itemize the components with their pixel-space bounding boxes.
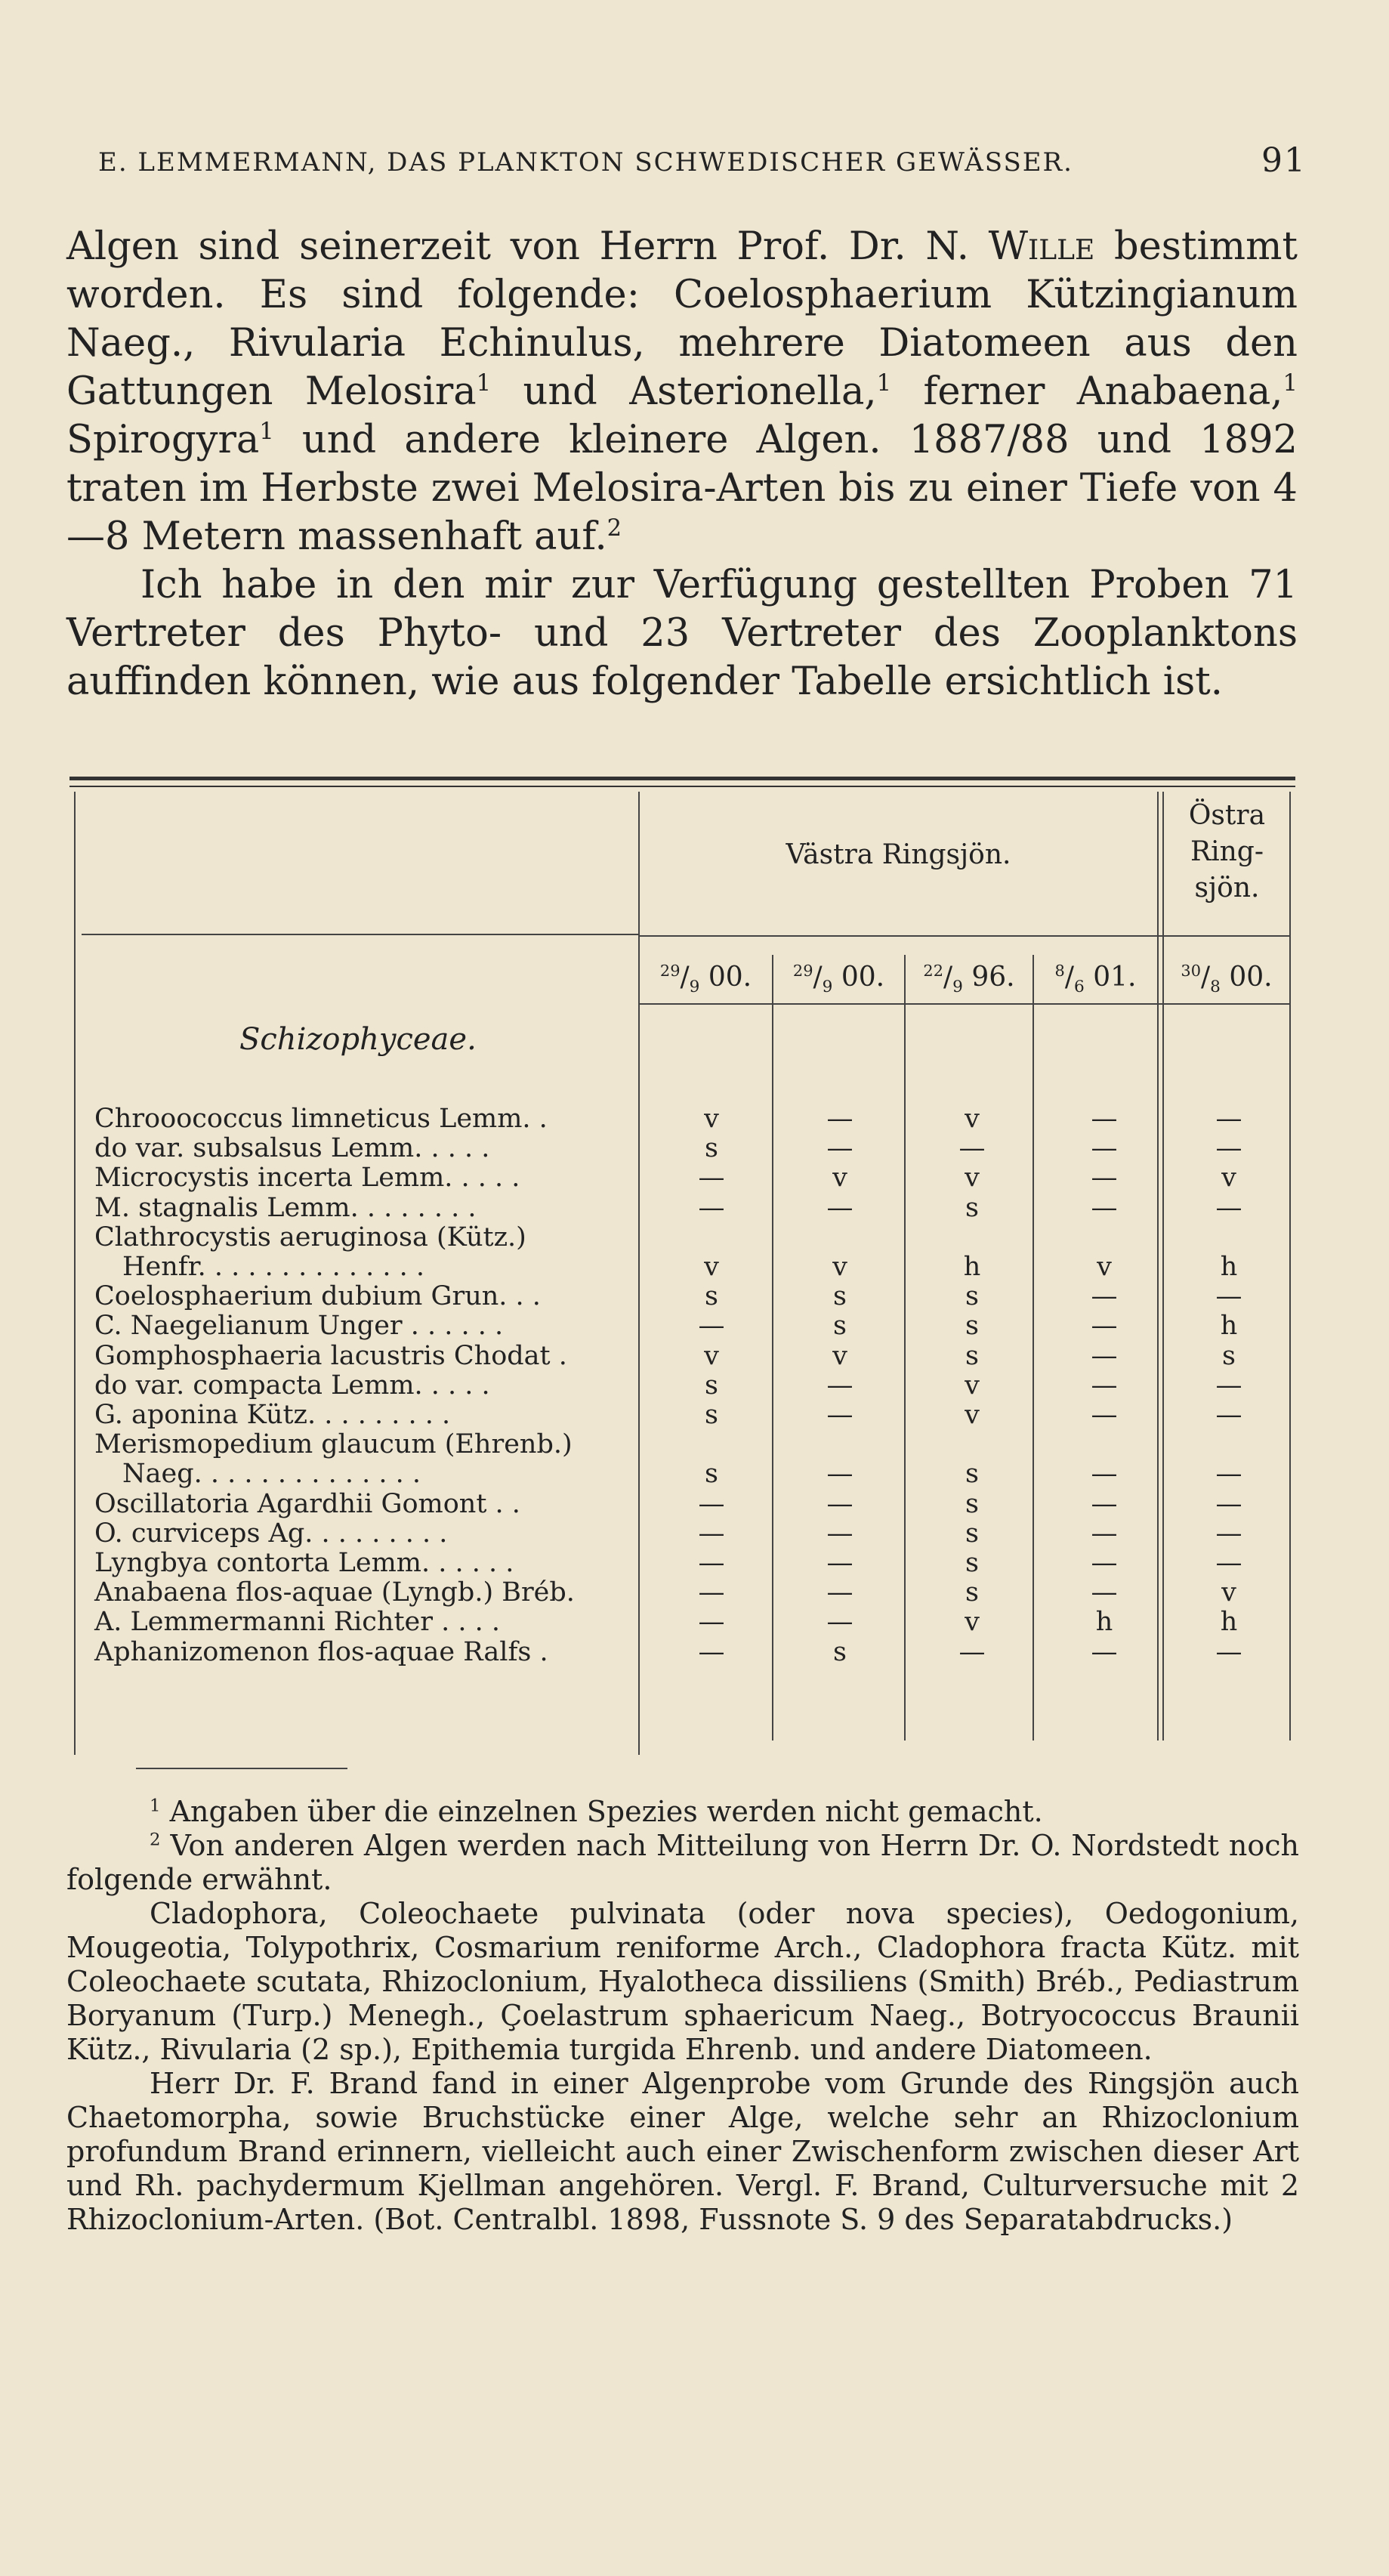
- table-row: [69, 1429, 1295, 1459]
- species-name: Henfr. . . . . . . . . . . . . .: [122, 1252, 425, 1282]
- p1-text-c: und Asterionella,: [491, 369, 877, 414]
- species-table: [69, 777, 1295, 1740]
- ostra-line-2: Ring-: [1190, 836, 1264, 867]
- row-rule: [82, 934, 638, 935]
- species-name: O. curviceps Ag. . . . . . . . .: [94, 1518, 448, 1549]
- occurrence-cell: —: [698, 1311, 725, 1342]
- footnote-ref-1[interactable]: 1: [259, 419, 274, 445]
- table-row: [69, 1400, 1295, 1430]
- occurrence-cell: —: [1215, 1636, 1242, 1667]
- occurrence-cell: s: [965, 1340, 979, 1371]
- occurrence-cell: —: [958, 1636, 986, 1667]
- row-rule: [638, 1003, 1289, 1005]
- species-name: do var. compacta Lemm. . . . .: [94, 1370, 490, 1401]
- occurrence-cell: —: [1215, 1488, 1242, 1519]
- occurrence-cell: v: [832, 1163, 847, 1194]
- occurrence-cell: —: [1215, 1518, 1242, 1549]
- date-header: $^{29}/_9$ 00.: [792, 962, 885, 997]
- occurrence-cell: s: [833, 1281, 847, 1312]
- p1-text-d: ferner Anabaena,: [891, 369, 1283, 414]
- occurrence-cell: —: [826, 1577, 853, 1608]
- footnote-2: $^2$ Von anderen Algen werden nach Mitteilung von Herrn Dr. O. Nordstedt noch folgende erwähnt.: [66, 1829, 1299, 1896]
- species-name: Naeg. . . . . . . . . . . . . .: [122, 1459, 421, 1490]
- footnote-ref-1[interactable]: 1: [1283, 370, 1298, 397]
- p1-text-f: und andere kleinere Algen. 1887/88 und 1892 traten im Herbste zwei Melosira-Arten bis zu einer Tiefe von 4—8 Metern massenhaft auf.: [66, 418, 1298, 559]
- occurrence-cell: —: [1215, 1192, 1242, 1223]
- species-name: Merismopedium glaucum (Ehrenb.): [94, 1429, 573, 1460]
- group-header-vastra: Västra Ringsjön.: [786, 839, 1011, 870]
- occurrence-cell: s: [965, 1518, 979, 1549]
- occurrence-cell: —: [1091, 1459, 1118, 1490]
- ostra-line-1: Östra: [1188, 800, 1266, 831]
- occurrence-cell: —: [1091, 1577, 1118, 1608]
- occurrence-cell: s: [1222, 1340, 1236, 1371]
- occurrence-cell: —: [1215, 1133, 1242, 1164]
- footnote-ref-2[interactable]: 2: [607, 515, 622, 542]
- occurrence-cell: v: [965, 1104, 980, 1134]
- table-row: [69, 1281, 1295, 1311]
- occurrence-cell: s: [965, 1488, 979, 1519]
- footnote-para-2: Herr Dr. F. Brand fand in einer Algenprobe vom Grunde des Ringsjön auch Chaetomorpha, sowie Bruchstücke einer Alge, welche sehr an Rhizoclonium profundum Brand erinnern, vielleicht auch einer Zwischenform zwischen dieser Art und Rh. pachydermum Kjellman angehören. Vergl. F. Brand, Culturversuche mit 2 Rhizoclonium-Arten. (Bot. Centralbl. 1898, Fussnote S. 9 des Separatabdrucks.): [66, 2067, 1299, 2236]
- occurrence-cell: h: [963, 1252, 981, 1282]
- occurrence-cell: —: [1215, 1281, 1242, 1312]
- species-name: Aphanizomenon flos-aquae Ralfs .: [94, 1636, 548, 1667]
- occurrence-cell: —: [1091, 1518, 1118, 1549]
- species-name: G. aponina Kütz. . . . . . . . .: [94, 1400, 451, 1430]
- table-row: [69, 1163, 1295, 1193]
- section-label: Schizophyceae.: [239, 1022, 477, 1057]
- occurrence-cell: —: [826, 1104, 853, 1134]
- occurrence-cell: s: [705, 1133, 718, 1164]
- occurrence-cell: —: [1091, 1133, 1118, 1164]
- occurrence-cell: —: [1091, 1311, 1118, 1342]
- table-row: [69, 1577, 1295, 1608]
- row-rule: [638, 935, 1289, 937]
- occurrence-cell: v: [1097, 1252, 1112, 1282]
- running-header: [98, 141, 1307, 185]
- table-row: [69, 1341, 1295, 1371]
- occurrence-cell: —: [1091, 1400, 1118, 1430]
- table-row: [69, 1104, 1295, 1134]
- table-row: [69, 1222, 1295, 1252]
- page-number: 91: [1261, 141, 1307, 180]
- occurrence-cell: —: [826, 1459, 853, 1490]
- occurrence-cell: s: [705, 1370, 718, 1401]
- occurrence-cell: —: [1215, 1370, 1242, 1401]
- occurrence-cell: —: [826, 1607, 853, 1638]
- ostra-line-3: sjön.: [1194, 873, 1260, 903]
- occurrence-cell: s: [965, 1459, 979, 1490]
- species-name: Gomphosphaeria lacustris Chodat .: [94, 1340, 567, 1371]
- paragraph-1: [66, 223, 1298, 561]
- occurrence-cell: —: [698, 1636, 725, 1667]
- occurrence-cell: —: [1215, 1548, 1242, 1578]
- footnote-ref-1[interactable]: 1: [876, 370, 892, 397]
- occurrence-cell: —: [698, 1577, 725, 1608]
- occurrence-cell: v: [1221, 1577, 1236, 1608]
- occurrence-cell: s: [965, 1577, 979, 1608]
- occurrence-cell: —: [826, 1400, 853, 1430]
- table-row: [69, 1637, 1295, 1667]
- author-name: Wille: [988, 224, 1095, 269]
- occurrence-cell: h: [1220, 1311, 1238, 1342]
- species-name: Anabaena flos-aquae (Lyngb.) Bréb.: [94, 1577, 575, 1608]
- occurrence-cell: h: [1095, 1607, 1113, 1638]
- occurrence-cell: h: [1220, 1607, 1238, 1638]
- occurrence-cell: —: [826, 1370, 853, 1401]
- table-row: [69, 1133, 1295, 1163]
- group-header-ostra: [1165, 798, 1289, 907]
- occurrence-cell: v: [832, 1252, 847, 1282]
- occurrence-cell: —: [698, 1488, 725, 1519]
- occurrence-cell: h: [1220, 1252, 1238, 1282]
- occurrence-cell: —: [1091, 1340, 1118, 1371]
- occurrence-cell: v: [965, 1370, 980, 1401]
- footnote-para-1: Cladophora, Coleochaete pulvinata (oder nova species), Oedogonium, Mougeotia, Tolypothrix, Cosmarium reniforme Arch., Cladophora fracta Kütz. mit Coleochaete scutata, Rhizoclonium, Hyalotheca dissiliens (Smith) Bréb., Pediastrum Boryanum (Turp.) Menegh., Çoelastrum sphaericum Naeg., Botryococcus Braunii Kütz., Rivularia (2 sp.), Epithemia turgida Ehrenb. und andere Diatomeen.: [66, 1897, 1299, 2066]
- occurrence-cell: —: [698, 1518, 725, 1549]
- table-row: [69, 1252, 1295, 1282]
- occurrence-cell: v: [1221, 1163, 1236, 1194]
- body-text: [66, 223, 1298, 706]
- occurrence-cell: v: [965, 1607, 980, 1638]
- species-name: C. Naegelianum Unger . . . . . .: [94, 1311, 504, 1342]
- occurrence-cell: —: [826, 1548, 853, 1578]
- occurrence-cell: —: [826, 1192, 853, 1223]
- table-row: [69, 1518, 1295, 1549]
- occurrence-cell: —: [698, 1163, 725, 1194]
- p1-text-b: bestimmt worden. Es sind folgende: Coelosphaerium Kützingianum Naeg., Rivularia Echinulus, mehrere Diatomeen aus den Gattungen Melosira: [66, 224, 1298, 414]
- p1-text-e: Spirogyra: [66, 418, 260, 462]
- occurrence-cell: —: [1091, 1636, 1118, 1667]
- occurrence-cell: —: [1091, 1548, 1118, 1578]
- occurrence-cell: —: [1091, 1192, 1118, 1223]
- occurrence-cell: s: [965, 1281, 979, 1312]
- occurrence-cell: —: [1091, 1163, 1118, 1194]
- footnote-rule: [136, 1768, 347, 1769]
- running-title: E. LEMMERMANN, DAS PLANKTON SCHWEDISCHER GEWÄSSER.: [98, 147, 1073, 178]
- species-name: A. Lemmermanni Richter . . . .: [94, 1607, 500, 1638]
- occurrence-cell: —: [826, 1518, 853, 1549]
- occurrence-cell: v: [704, 1104, 719, 1134]
- occurrence-cell: s: [705, 1281, 718, 1312]
- species-name: Clathrocystis aeruginosa (Kütz.): [94, 1222, 526, 1252]
- occurrence-cell: s: [705, 1459, 718, 1490]
- species-name: Lyngbya contorta Lemm. . . . . .: [94, 1548, 514, 1578]
- occurrence-cell: v: [965, 1400, 980, 1430]
- occurrence-cell: —: [1215, 1104, 1242, 1134]
- occurrence-cell: —: [698, 1192, 725, 1223]
- occurrence-cell: —: [698, 1548, 725, 1578]
- occurrence-cell: s: [965, 1311, 979, 1342]
- table-row: [69, 1548, 1295, 1578]
- occurrence-cell: s: [965, 1548, 979, 1578]
- occurrence-cell: —: [826, 1488, 853, 1519]
- occurrence-cell: —: [1091, 1488, 1118, 1519]
- footnote-ref-1[interactable]: 1: [476, 370, 492, 397]
- species-name: Coelosphaerium dubium Grun. . .: [94, 1281, 541, 1312]
- occurrence-cell: —: [1215, 1459, 1242, 1490]
- species-name: M. stagnalis Lemm. . . . . . . .: [94, 1192, 477, 1223]
- species-name: Oscillatoria Agardhii Gomont . .: [94, 1488, 520, 1519]
- table-row: [69, 1311, 1295, 1341]
- date-header: $^{29}/_9$ 00.: [659, 962, 752, 997]
- occurrence-cell: s: [833, 1311, 847, 1342]
- occurrence-cell: —: [1091, 1104, 1118, 1134]
- footnotes: [66, 1795, 1299, 2237]
- table-row: [69, 1193, 1295, 1223]
- occurrence-cell: —: [826, 1133, 853, 1164]
- occurrence-cell: —: [1091, 1281, 1118, 1312]
- footnote-1: $^1$ Angaben über die einzelnen Spezies werden nicht gemacht.: [150, 1795, 1043, 1828]
- table-row: [69, 1459, 1295, 1489]
- species-name: Microcystis incerta Lemm. . . . .: [94, 1163, 520, 1194]
- date-header: $^{30}/_8$ 00.: [1181, 962, 1273, 997]
- occurrence-cell: v: [704, 1340, 719, 1371]
- table-row: [69, 1607, 1295, 1637]
- occurrence-cell: v: [704, 1252, 719, 1282]
- species-name: do var. subsalsus Lemm. . . . .: [94, 1133, 490, 1164]
- occurrence-cell: s: [705, 1400, 718, 1430]
- occurrence-cell: —: [1091, 1370, 1118, 1401]
- paragraph-2: Ich habe in den mir zur Verfügung gestellten Proben 71 Vertreter des Phyto- und 23 Vertreter des Zooplanktons auffinden können, wie aus folgender Tabelle ersichtlich ist.: [66, 563, 1298, 704]
- table-row: [69, 1489, 1295, 1519]
- occurrence-cell: s: [965, 1192, 979, 1223]
- table-top-rule: [69, 777, 1295, 780]
- species-name: Chrooococcus limneticus Lemm. .: [94, 1104, 548, 1134]
- occurrence-cell: v: [965, 1163, 980, 1194]
- table-row: [69, 1370, 1295, 1401]
- occurrence-cell: —: [1215, 1400, 1242, 1430]
- table-top-rule-thin: [69, 786, 1295, 787]
- occurrence-cell: s: [833, 1636, 847, 1667]
- p1-text-a: Algen sind seinerzeit von Herrn Prof. Dr. N.: [66, 224, 989, 269]
- occurrence-cell: v: [832, 1340, 847, 1371]
- occurrence-cell: —: [958, 1133, 986, 1164]
- date-header: $^8/_6$ 01.: [1054, 962, 1137, 997]
- occurrence-cell: —: [698, 1607, 725, 1638]
- date-header: $^{22}/_9$ 96.: [923, 962, 1015, 997]
